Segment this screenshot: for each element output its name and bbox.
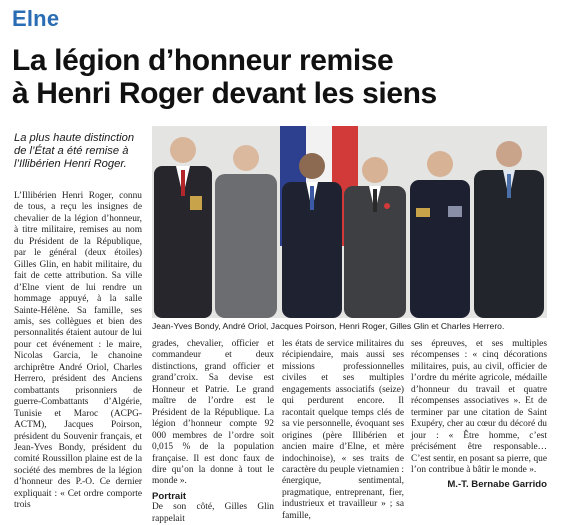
headline: [12, 44, 552, 110]
author-signature: M.-T. Bernabe Garrido: [447, 479, 547, 491]
article-column-1: [14, 191, 142, 512]
headline-line-1: La légion d’honneur remise: [12, 44, 394, 77]
section-label: Elne: [12, 6, 60, 31]
column-2-continued: De son côté, Gilles Glin rappelait: [152, 502, 274, 524]
column-4-text: ses épreuves, et ses multiples récompenses : « cinq décorations militaires, puis, au civil, officier de l’ordre du mérite agricole, médaille d’honneur du travail et quatre récompenses associatives ». Et de terminer par une citation de Saint Exupéry, cher au cœur du décoré du jour : « Être homme, c’est précisément être responsable… C’est sentir, en posant sa pierre, que l’on contribue à bâtir le monde ».: [411, 339, 547, 475]
column-2-text: grades, chevalier, officier et commandeur et deux distinctions, grand officier et grand’croix. Sa devise est Honneur et Patrie. Le grand maître de l’ordre est le Président de la République. La légion d’honneur compte 92 000 membres de l’ordre soit 0,015 % de la population française. Il est donc faux de dire qu’on la donne à tout le monde ».: [152, 339, 274, 487]
group-photo-illustration: [152, 126, 547, 318]
lede: La plus haute distinction de l’État a été remise à l’Illibérien Henri Roger.: [14, 132, 135, 170]
article-column-3: [282, 339, 404, 522]
article-column-2: [152, 339, 274, 525]
column-1-text: L’Illibérien Henri Roger, connu de tous, a reçu les insignes de chevalier de la légion d’honneur, à titre militaire, remises au nom du Président de la République, par le général (deux étoiles) Gilles Glin, en habit militaire, du fait de cette attribution. Sa ville d’Elne vient de lui rendre un hommage appuyé, à la salle Sainte-Hélène. Sa famille, ses amis, ses collègues et bien des personnalités étaient autour de lui pour cet événement : le maire, Nicolas Garcia, le chanoine archiprêtre André Oriol, Charles Herrero, président des Anciens combattants prisonniers de guerre-Combattants d’Algérie, Tunisie et Maroc (ACPG-ACTM), Jacques Poirson, président du Souvenir français, et Jean-Yves Bondy, président du comité Roussillon plaine est de la société des membres de la légion d’honneur des P.-O. Ce dernier expliquait : « Cet ordre comporte trois: [14, 191, 142, 511]
column-3-text: les états de service militaires du récipiendaire, mais aussi ses missions professionnelles civiles et ses multiples engagements associatifs (seize) qui perdurent encore. Il racontait quelque temps clés de sa vie personnelle, évoquant ses origines (père Illibérien et ancien maire d’Elne, et mère indochinoise), « ses traits de caractère du peuple vietnamien : énergique, sentimental, pragmatique, entreprenant, fier, industrieux et travailleur » ; sa famille,: [282, 339, 404, 521]
article-column-4: [411, 339, 547, 491]
headline-line-2: à Henri Roger devant les siens: [12, 77, 437, 110]
photo-caption: Jean-Yves Bondy, André Oriol, Jacques Poirson, Henri Roger, Gilles Glin et Charles Herrero.: [152, 321, 505, 331]
article-photo: [152, 126, 547, 318]
subhead-portrait: Portrait: [152, 490, 187, 502]
